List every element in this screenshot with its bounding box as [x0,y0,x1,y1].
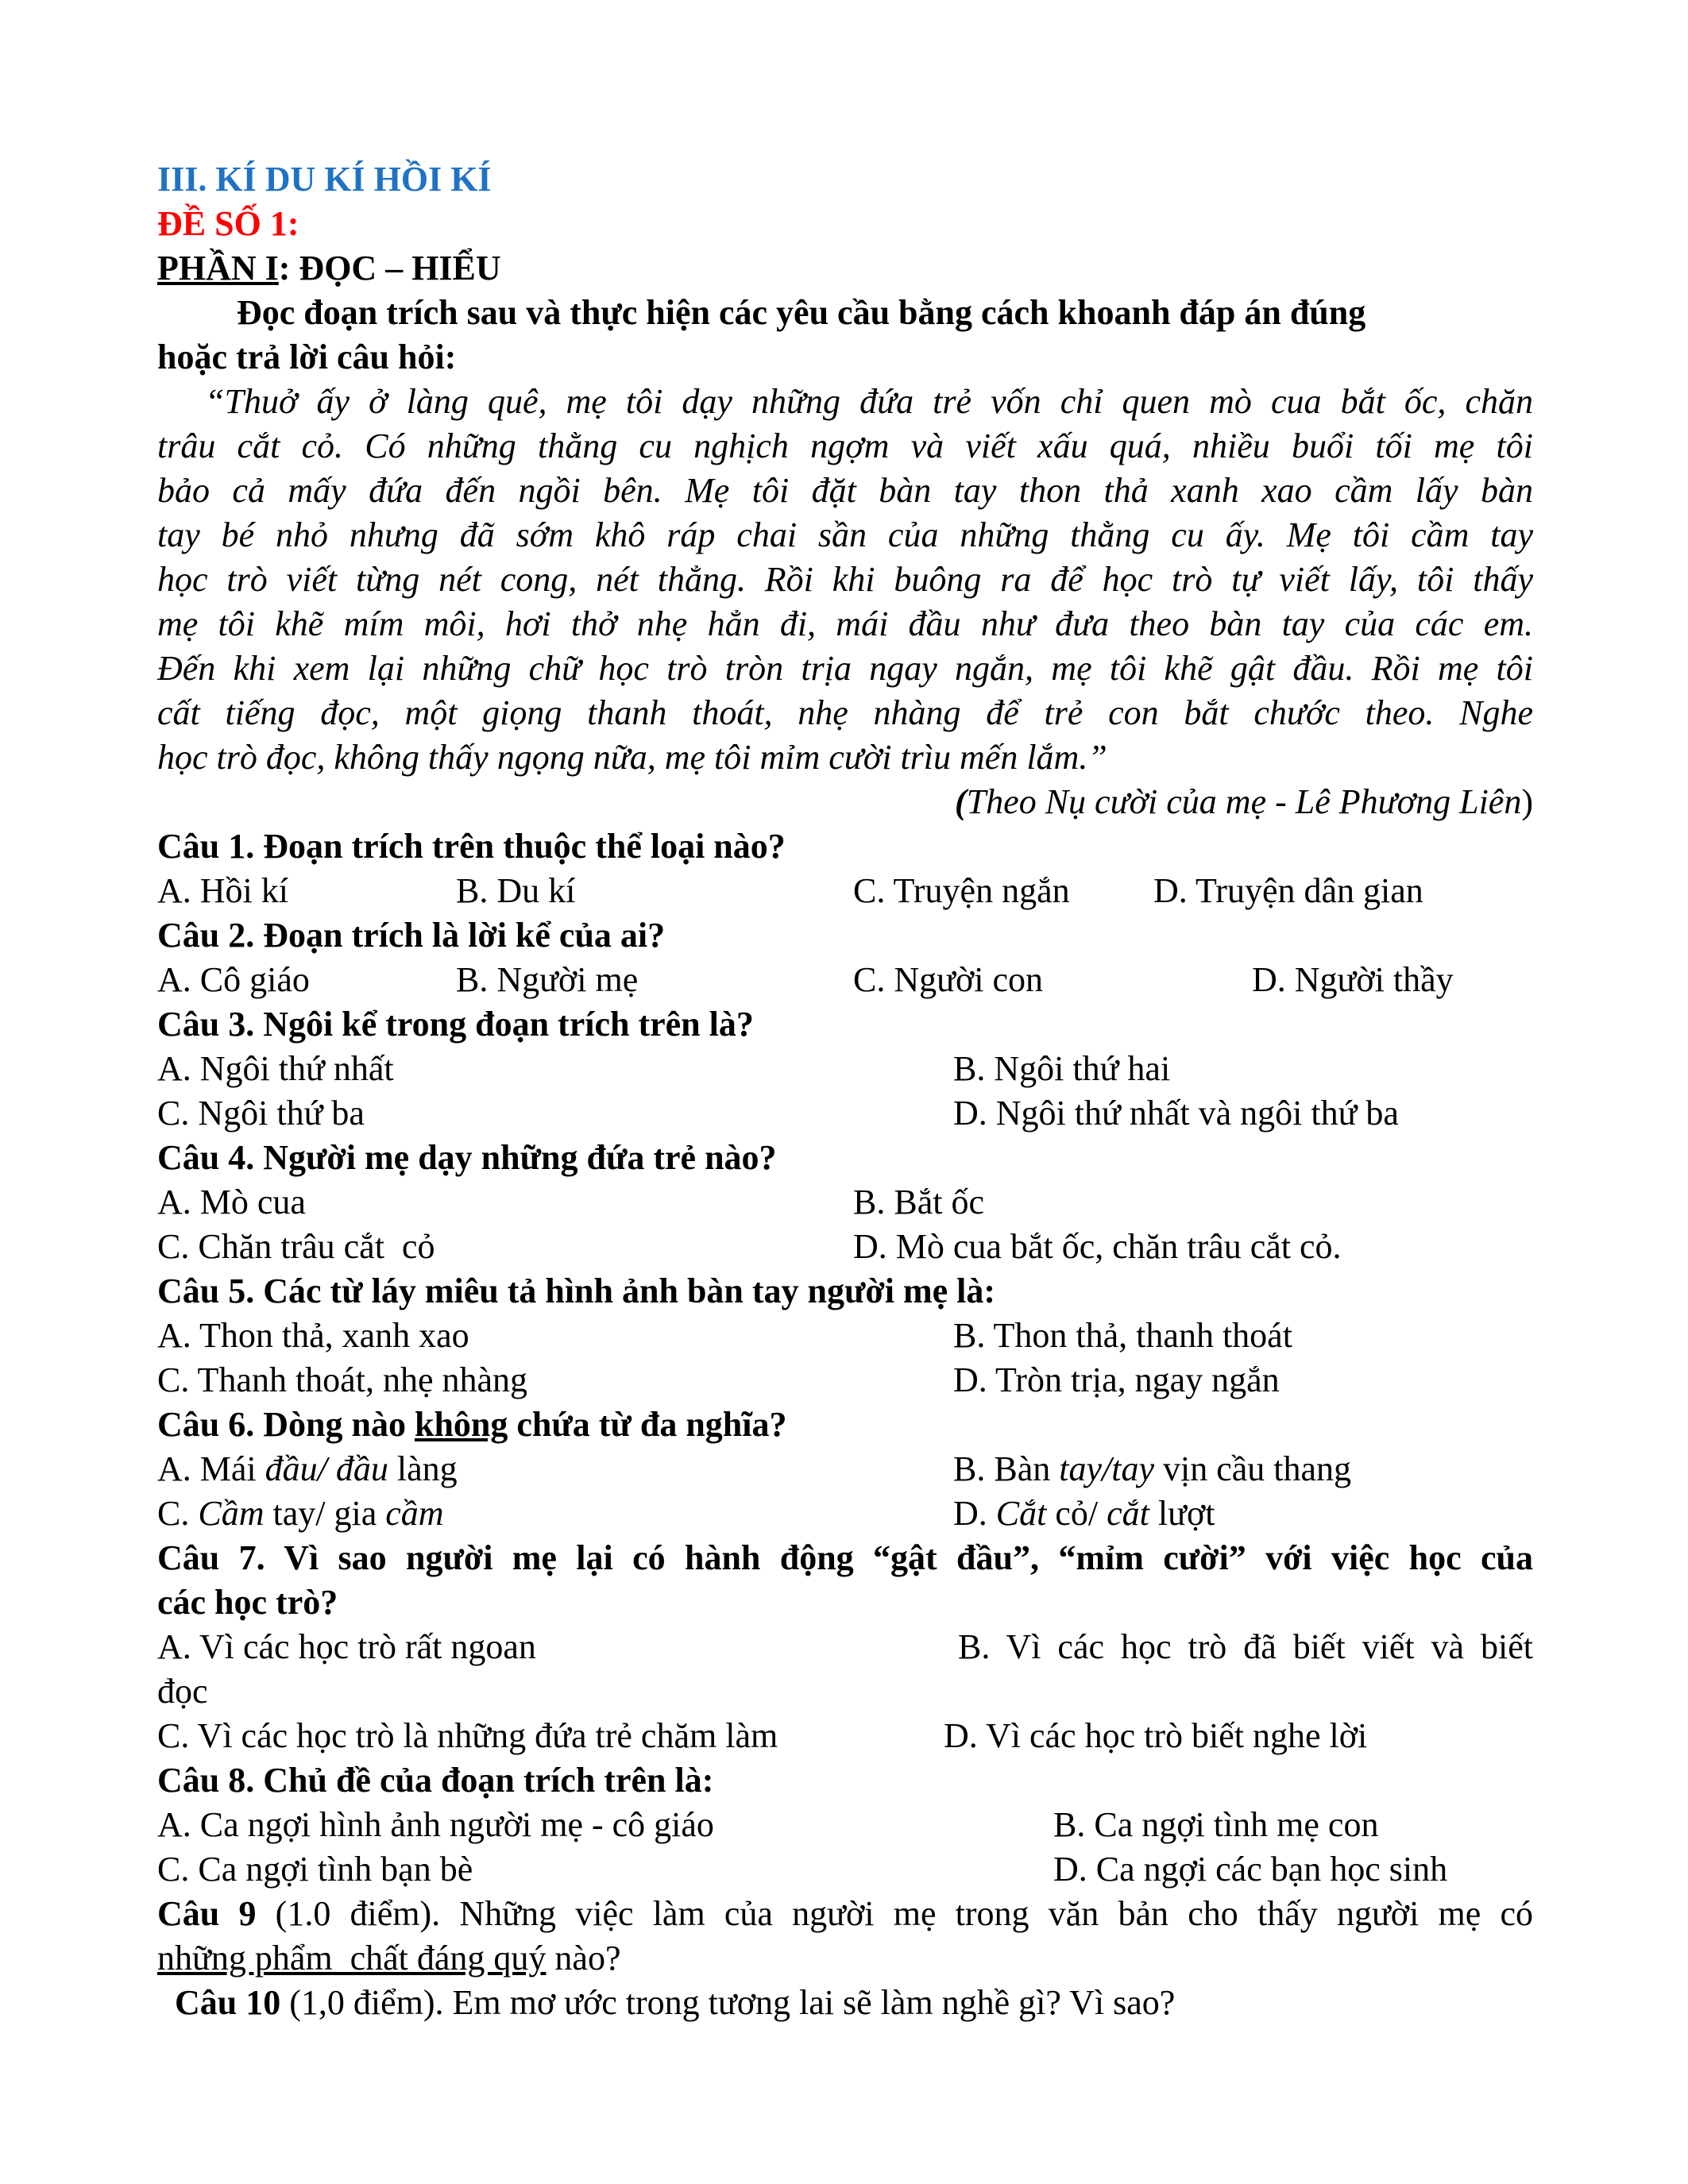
q5-option-a[interactable]: A. Thon thả, xanh xao [157,1316,469,1355]
q6-option-d[interactable]: D. Cắt cỏ/ cắt lượt [953,1494,1215,1533]
question-1: Câu 1. Đoạn trích trên thuộc thể loại nào? [157,827,786,866]
q8-option-a[interactable]: A. Ca ngợi hình ảnh người mẹ - cô giáo [157,1805,714,1844]
excerpt-source: (Theo Nụ cười của mẹ - Lê Phương Liên) [955,782,1533,821]
q7-option-b[interactable]: B. Vì các học trò đã biết viết và biết [958,1627,1533,1666]
q5-option-c[interactable]: C. Thanh thoát, nhẹ nhàng [157,1360,527,1399]
q8-options-row-1 [157,1803,1533,1847]
q7-option-b-cont: đọc [157,1672,208,1711]
q4-options-row-2 [157,1225,1533,1269]
q5-options-row-1 [157,1314,1533,1358]
q5-option-b[interactable]: B. Thon thả, thanh thoát [953,1316,1292,1355]
q6-option-c[interactable]: C. Cầm tay/ gia cầm [157,1494,444,1533]
q10-label: Câu 10 [175,1983,281,2022]
question-9: Câu 9 (1.0 điểm). Những việc làm của người mẹ trong văn bản cho thấy người mẹ có [157,1894,1533,1933]
instruction-line-2: hoặc trả lời câu hỏi: [157,338,457,376]
q8-option-b[interactable]: B. Ca ngợi tình mẹ con [1053,1805,1379,1844]
q2-option-b[interactable]: B. Người mẹ [456,960,639,999]
q4-option-c[interactable]: C. Chăn trâu cắt cỏ [157,1227,435,1266]
part-label: PHẦN I [157,249,279,287]
question-7: Câu 7. Vì sao người mẹ lại có hành động “gật đầu”, “mỉm cười” với việc học của [157,1538,1533,1577]
excerpt-line: “Thuở ấy ở làng quê, mẹ tôi dạy những đứa trẻ vốn chỉ quen mò cua bắt ốc, chăn [205,382,1533,421]
q8-options-row-2 [157,1847,1533,1892]
q3-option-b[interactable]: B. Ngôi thứ hai [953,1049,1171,1088]
q2-option-c[interactable]: C. Người con [853,960,1043,999]
excerpt [157,380,1533,780]
question-5: Câu 5. Các từ láy miêu tả hình ảnh bàn tay người mẹ là: [157,1271,996,1310]
question-4: Câu 4. Người mẹ dạy những đứa trẻ nào? [157,1138,777,1177]
q6-option-a[interactable]: A. Mái đầu/ đầu làng [157,1449,458,1488]
q3-options-row-1 [157,1047,1533,1091]
source-text: Theo Nụ cười của mẹ - Lê Phương Liên [966,782,1522,821]
q4-options-row-1 [157,1180,1533,1225]
excerpt-line: cất tiếng đọc, một giọng thanh thoát, nhẹ nhàng để trẻ con bắt chước theo. Nghe [157,693,1533,732]
q3-option-c[interactable]: C. Ngôi thứ ba [157,1094,365,1133]
q2-options [157,958,1533,1002]
q1-option-c[interactable]: C. Truyện ngắn [853,871,1070,910]
excerpt-line: mẹ tôi khẽ mím môi, hơi thở nhẹ hẳn đi, mái đầu như đưa theo bàn tay của các em. [157,604,1533,643]
q6-underlined-word: không [414,1405,508,1444]
q8-option-d[interactable]: D. Ca ngợi các bạn học sinh [1053,1850,1448,1889]
q2-option-a[interactable]: A. Cô giáo [157,960,310,999]
q6-options-row-1 [157,1447,1533,1491]
q6-options-row-2 [157,1491,1533,1536]
q3-option-d[interactable]: D. Ngôi thứ nhất và ngôi thứ ba [953,1094,1399,1133]
exam-title: ĐỀ SỐ 1: [157,204,299,243]
q1-option-d[interactable]: D. Truyện dân gian [1153,871,1423,910]
excerpt-line: bảo cả mấy đứa đến ngồi bên. Mẹ tôi đặt bàn tay thon thả xanh xao cầm lấy bàn [157,471,1533,510]
q3-option-a[interactable]: A. Ngôi thứ nhất [157,1049,394,1088]
part-name: : ĐỌC – HIỂU [278,249,501,287]
q7-option-a[interactable]: A. Vì các học trò rất ngoan [157,1627,536,1666]
question-9-cont: những phẩm chất đáng quý nào? [157,1939,621,1978]
instruction-line-1: Đọc đoạn trích sau và thực hiện các yêu cầu bằng cách khoanh đáp án đúng [237,293,1366,332]
q1-options [157,869,1533,913]
excerpt-line: Đến khi xem lại những chữ học trò tròn trịa ngay ngắn, mẹ tôi khẽ gật đầu. Rồi mẹ tôi [157,649,1533,688]
section-title: III. KÍ DU KÍ HỒI KÍ [157,160,492,199]
excerpt-line: học trò viết từng nét cong, nét thẳng. Rồi khi buông ra để học trò tự viết lấy, tôi thấy [157,560,1533,599]
question-3: Câu 3. Ngôi kể trong đoạn trích trên là? [157,1005,754,1044]
question-8: Câu 8. Chủ đề của đoạn trích trên là: [157,1761,714,1800]
q6-option-b[interactable]: B. Bàn tay/tay vịn cầu thang [953,1449,1352,1488]
q4-option-d[interactable]: D. Mò cua bắt ốc, chăn trâu cắt cỏ. [853,1227,1342,1266]
question-6: Câu 6. Dòng nào không chứa từ đa nghĩa? [157,1405,787,1444]
q9-label: Câu 9 [157,1894,257,1933]
excerpt-line: trâu cắt cỏ. Có những thằng cu nghịch ngợm và viết xấu quá, nhiều buổi tối mẹ tôi [157,426,1533,465]
excerpt-line: học trò đọc, không thấy ngọng nữa, mẹ tôi mỉm cười trìu mến lắm.” [157,738,1107,777]
q3-options-row-2 [157,1091,1533,1136]
q4-option-a[interactable]: A. Mò cua [157,1183,306,1221]
q2-option-d[interactable]: D. Người thầy [1252,960,1454,999]
q5-options-row-2 [157,1358,1533,1403]
part-title [157,246,1533,291]
q1-option-b[interactable]: B. Du kí [456,871,576,910]
q1-option-a[interactable]: A. Hồi kí [157,871,288,910]
q9-underlined-phrase: những phẩm chất đáng quý [157,1939,547,1978]
question-2: Câu 2. Đoạn trích là lời kể của ai? [157,916,666,955]
q5-option-d[interactable]: D. Tròn trịa, ngay ngắn [953,1360,1280,1399]
q7-option-d[interactable]: D. Vì các học trò biết nghe lời [944,1716,1368,1755]
q7-option-c[interactable]: C. Vì các học trò là những đứa trẻ chăm làm [157,1716,778,1755]
question-10: Câu 10 (1,0 điểm). Em mơ ước trong tương lai sẽ làm nghề gì? Vì sao? [175,1983,1176,2022]
document-page [157,157,1533,2025]
q7-options-row-1 [157,1625,1533,1669]
question-7-cont: các học trò? [157,1583,338,1622]
q7-options-row-2 [157,1714,1533,1758]
excerpt-line: tay bé nhỏ nhưng đã sớm khô ráp chai sần của những thằng cu ấy. Mẹ tôi cầm tay [157,515,1533,554]
q4-option-b[interactable]: B. Bắt ốc [853,1183,984,1221]
q8-option-c[interactable]: C. Ca ngợi tình bạn bè [157,1850,473,1889]
